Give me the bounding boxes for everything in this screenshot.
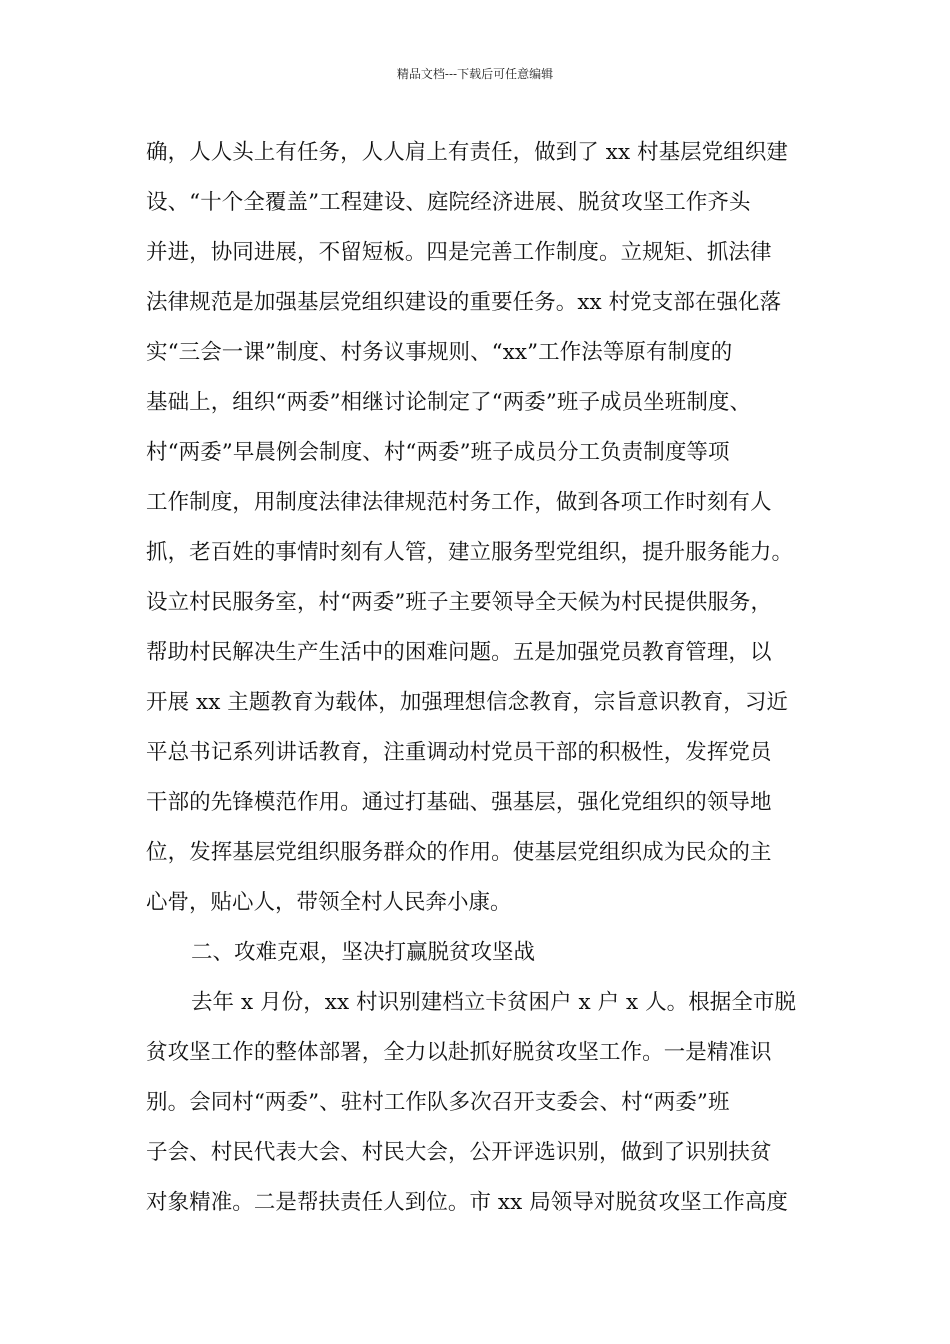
- text-line: 贫攻坚工作的整体部署，全力以赴抓好脱贫攻坚工作。一是精准识: [146, 1040, 772, 1065]
- text-line: 帮助村民解决生产生活中的困难问题。五是加强党员教育管理，以: [146, 640, 772, 665]
- text-line: 去年 x 月份，xx 村识别建档立卡贫困户 x 户 x 人。根据全市脱: [191, 990, 797, 1015]
- text-line: 基础上，组织“两委”相继讨论制定了“两委”班子成员坐班制度、: [146, 390, 752, 415]
- text-line: 实“三会一课”制度、村务议事规则、“xx”工作法等原有制度的: [146, 340, 733, 365]
- text-line: 设立村民服务室，村“两委”班子主要领导全天候为村民提供服务，: [146, 590, 773, 615]
- text-line: 干部的先锋模范作用。通过打基础、强基层，强化党组织的领导地: [146, 790, 772, 815]
- text-line: 并进，协同进展，不留短板。四是完善工作制度。立规矩、抓法律: [146, 240, 772, 265]
- text-line: 二、攻难克艰，坚决打赢脱贫攻坚战: [191, 940, 536, 965]
- text-line: 子会、村民代表大会、村民大会，公开评选识别，做到了识别扶贫: [146, 1140, 772, 1165]
- text-line: 开展 xx 主题教育为载体，加强理想信念教育，宗旨意识教育，习近: [146, 690, 788, 715]
- text-line: 位，发挥基层党组织服务群众的作用。使基层党组织成为民众的主: [146, 840, 772, 865]
- text-line: 确，人人头上有任务，人人肩上有责任，做到了 xx 村基层党组织建: [146, 140, 788, 165]
- text-line: 抓，老百姓的事情时刻有人管，建立服务型党组织，提升服务能力。: [146, 540, 794, 565]
- page-header: 精品文档---下载后可任意编辑: [396, 67, 554, 81]
- document-body: [146, 128, 816, 1228]
- text-line: 法律规范是加强基层党组织建设的重要任务。xx 村党支部在强化落: [146, 290, 782, 315]
- text-line: 心骨，贴心人，带领全村人民奔小康。: [146, 890, 512, 915]
- text-line: 工作制度，用制度法律法律规范村务工作，做到各项工作时刻有人: [146, 490, 772, 515]
- text-line: 对象精准。二是帮扶责任人到位。市 xx 局领导对脱贫攻坚工作高度: [146, 1190, 788, 1215]
- text-line: 村“两委”早晨例会制度、村“两委”班子成员分工负责制度等项: [146, 440, 730, 465]
- text-line: 别。会同村“两委”、驻村工作队多次召开支委会、村“两委”班: [146, 1090, 730, 1115]
- text-line: 平总书记系列讲话教育，注重调动村党员干部的积极性，发挥党员: [146, 740, 772, 765]
- text-line: 设、“十个全覆盖”工程建设、庭院经济进展、脱贫攻坚工作齐头: [146, 190, 751, 215]
